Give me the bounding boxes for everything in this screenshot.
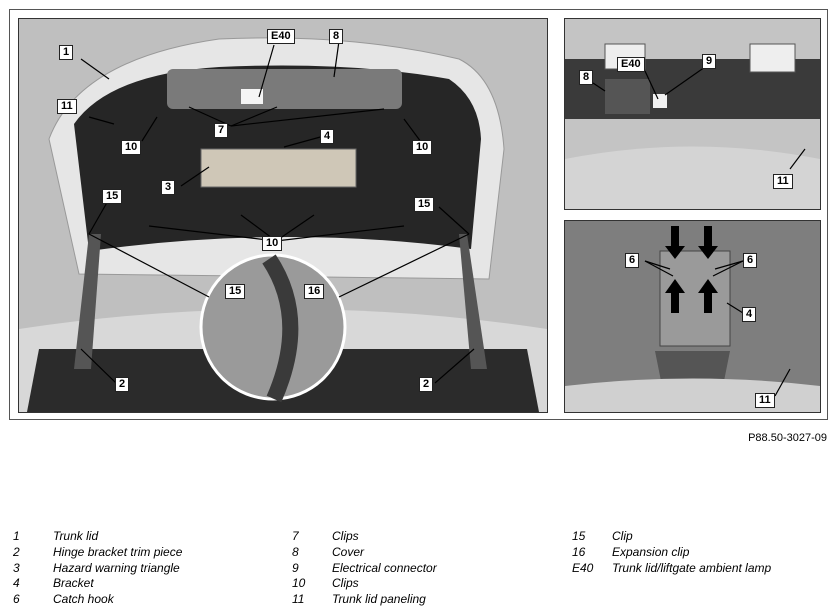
callout-15-right: 15 — [414, 197, 434, 212]
legend-item — [292, 561, 437, 577]
callout-10-left: 10 — [121, 140, 141, 155]
legend-key: 4 — [13, 576, 20, 591]
callout-6-left: 6 — [625, 253, 639, 268]
legend-text: Electrical connector — [332, 560, 437, 575]
legend-key: 10 — [292, 576, 306, 591]
legend-key: 15 — [572, 529, 586, 543]
main-trunk-illustration — [18, 18, 548, 413]
callout-10-right: 10 — [412, 140, 432, 155]
legend-text: Hinge bracket trim piece — [53, 544, 183, 559]
legend-key: 3 — [13, 560, 20, 575]
legend-item — [292, 592, 437, 608]
bracket-drawing — [565, 221, 820, 412]
trunk-lid-drawing — [19, 19, 547, 412]
legend-column-3 — [572, 529, 771, 576]
legend-key: 9 — [292, 560, 299, 575]
legend-item — [572, 545, 771, 561]
legend-key: 6 — [13, 592, 20, 607]
legend-key: 1 — [13, 529, 20, 543]
figure-code: P88.50-3027-09 — [748, 432, 827, 444]
legend-item — [292, 529, 437, 545]
callout-2-left: 2 — [115, 377, 129, 392]
callout-11-detail: 11 — [773, 174, 793, 189]
legend-key: 16 — [572, 544, 586, 559]
legend-text: Trunk lid paneling — [332, 592, 426, 607]
callout-3: 3 — [161, 180, 175, 195]
callout-16-zoom: 16 — [304, 284, 324, 299]
legend-text: Trunk lid — [53, 529, 99, 543]
legend-text: Hazard warning triangle — [53, 560, 180, 575]
legend-item — [13, 529, 182, 545]
legend-item — [292, 545, 437, 561]
legend-text: Trunk lid/liftgate ambient lamp — [612, 560, 772, 575]
connector-detail-illustration — [564, 18, 821, 210]
legend-text: Clip — [612, 529, 633, 543]
callout-8-detail: 8 — [579, 70, 593, 85]
legend-item — [292, 576, 437, 592]
legend-item — [13, 592, 182, 608]
callout-9: 9 — [702, 54, 716, 69]
legend-text: Cover — [332, 544, 365, 559]
legend-item — [13, 545, 182, 561]
legend-key: 2 — [13, 544, 20, 559]
legend-text: Catch hook — [53, 592, 114, 607]
callout-15-zoom: 15 — [225, 284, 245, 299]
callout-e40: E40 — [267, 29, 295, 44]
legend-text: Expansion clip — [612, 544, 690, 559]
legend-item — [572, 561, 771, 577]
callout-4-detail: 4 — [742, 307, 756, 322]
legend-text: Bracket — [53, 576, 94, 591]
legend-column-2 — [292, 529, 437, 608]
legend-item — [13, 576, 182, 592]
callout-11-bracket: 11 — [755, 393, 775, 408]
bracket-detail-illustration — [564, 220, 821, 413]
callout-8: 8 — [329, 29, 343, 44]
legend-key: 11 — [292, 592, 305, 607]
legend-key: 7 — [292, 529, 299, 543]
legend-column-1 — [13, 529, 182, 608]
callout-15-left: 15 — [102, 189, 122, 204]
legend-key: E40 — [572, 560, 594, 575]
legend-item — [13, 561, 182, 577]
callout-4: 4 — [320, 129, 334, 144]
legend-item — [572, 529, 771, 545]
callout-7: 7 — [214, 123, 228, 138]
callout-11: 11 — [57, 99, 77, 114]
callout-1: 1 — [59, 45, 73, 60]
callout-e40-detail: E40 — [617, 57, 645, 72]
legend-text: Clips — [332, 529, 359, 543]
legend-key: 8 — [292, 544, 299, 559]
callout-6-right: 6 — [743, 253, 757, 268]
callout-10-bottom: 10 — [262, 236, 282, 251]
legend-text: Clips — [332, 576, 359, 591]
callout-2-right: 2 — [419, 377, 433, 392]
